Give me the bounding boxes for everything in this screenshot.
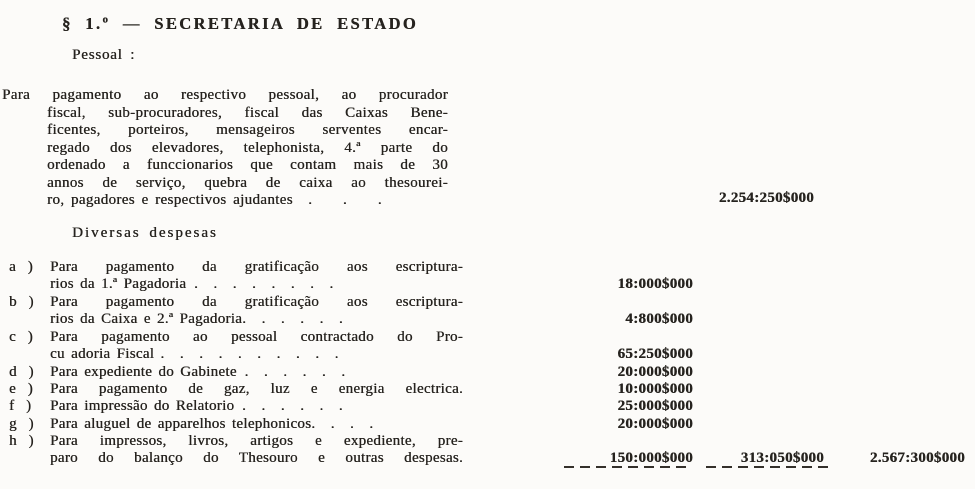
- dashed-rule-col2: [706, 466, 831, 468]
- item-text-line: Para aluguel de apparelhos telephonicos. . . .: [50, 416, 374, 432]
- amount-value-a: 18:000$000: [617, 276, 693, 292]
- amount-value-d: 20:000$000: [617, 364, 693, 380]
- item-text-line: Para impressos, livros, artigos e expediente, pre-: [50, 433, 463, 449]
- item-letter: f ): [9, 398, 34, 414]
- main-entry-line: Para pagamento ao respectivo pessoal, ao procurador: [2, 87, 448, 103]
- amount-value-c: 65:250$000: [617, 346, 693, 362]
- expense-item-f: [0, 398, 470, 415]
- dashed-rule-col1: [564, 466, 691, 468]
- item-text-line: Para pagamento ao pessoal contractado do Pro-: [50, 329, 463, 345]
- main-entry-line: annos de serviço, quebra de caixa ao thesourei-: [47, 174, 448, 191]
- main-entry-line: ordenado a funccionarios que contam mais de 30: [47, 157, 448, 173]
- main-entry-line: regado dos elevadores, telephonista, 4.ª parte do: [47, 139, 448, 156]
- expense-item-c: [0, 329, 470, 364]
- item-text-line: cu adoria Fiscal . . . . . . . . . .: [50, 346, 339, 363]
- item-text-line: rios da Caixa e 2.ª Pagadoria. . . . . .: [50, 311, 343, 328]
- main-entry-line: fiscal, sub-procuradores, fiscal das Caixas Bene-: [47, 104, 448, 121]
- main-entry-line: ficentes, porteiros, mensageiros serventes encar-: [47, 122, 448, 138]
- expense-item-e: [0, 381, 470, 398]
- amount-value-h: 150:000$000: [609, 450, 693, 466]
- expense-item-a: [0, 259, 470, 294]
- item-letter: h ): [9, 433, 37, 449]
- expense-item-d: [0, 364, 470, 381]
- item-text-line: Para impressão do Relatorio . . . . . .: [50, 398, 343, 414]
- item-letter: e ): [9, 381, 36, 397]
- item-text-line: paro do balanço do Thesouro e outras despesas.: [50, 450, 463, 467]
- expense-item-g: [0, 416, 470, 433]
- item-text-line: Para expediente do Gabinete . . . . . .: [50, 364, 346, 380]
- expense-item-b: [0, 294, 470, 329]
- item-text-line: rios da 1.ª Pagadoria . . . . . . . .: [50, 276, 334, 293]
- main-entry-text: [2, 87, 448, 210]
- item-text-line: Para pagamento da gratificação aos escriptura-: [50, 294, 463, 310]
- amount-value-g: 20:000$000: [617, 416, 693, 432]
- pessoal-label: Pessoal :: [72, 47, 136, 63]
- main-entry-line: ro, pagadores e respectivos ajudantes . . .: [47, 192, 382, 208]
- diversas-total-amount: 313:050$000: [740, 450, 824, 466]
- amount-value-e: 10:000$000: [617, 381, 693, 397]
- item-text-line: Para pagamento de gaz, luz e energia electrica.: [50, 381, 463, 397]
- diversas-heading: Diversas despesas: [72, 225, 218, 241]
- amount-value-f: 25:000$000: [617, 398, 693, 414]
- item-letter: g ): [9, 416, 37, 432]
- amount-value-b: 4:800$000: [625, 311, 693, 327]
- item-letter: d ): [9, 364, 37, 380]
- section-heading: § 1.º — SECRETARIA DE ESTADO: [62, 14, 419, 33]
- item-letter: a ): [9, 259, 36, 275]
- main-entry-amount: 2.254:250$000: [718, 190, 814, 206]
- item-text-line: Para pagamento da gratificação aos escriptura-: [50, 259, 463, 275]
- item-letter: c ): [9, 329, 36, 345]
- item-letter: b ): [9, 294, 37, 310]
- expense-item-h: [0, 433, 470, 468]
- grand-total-amount: 2.567:300$000: [869, 450, 965, 466]
